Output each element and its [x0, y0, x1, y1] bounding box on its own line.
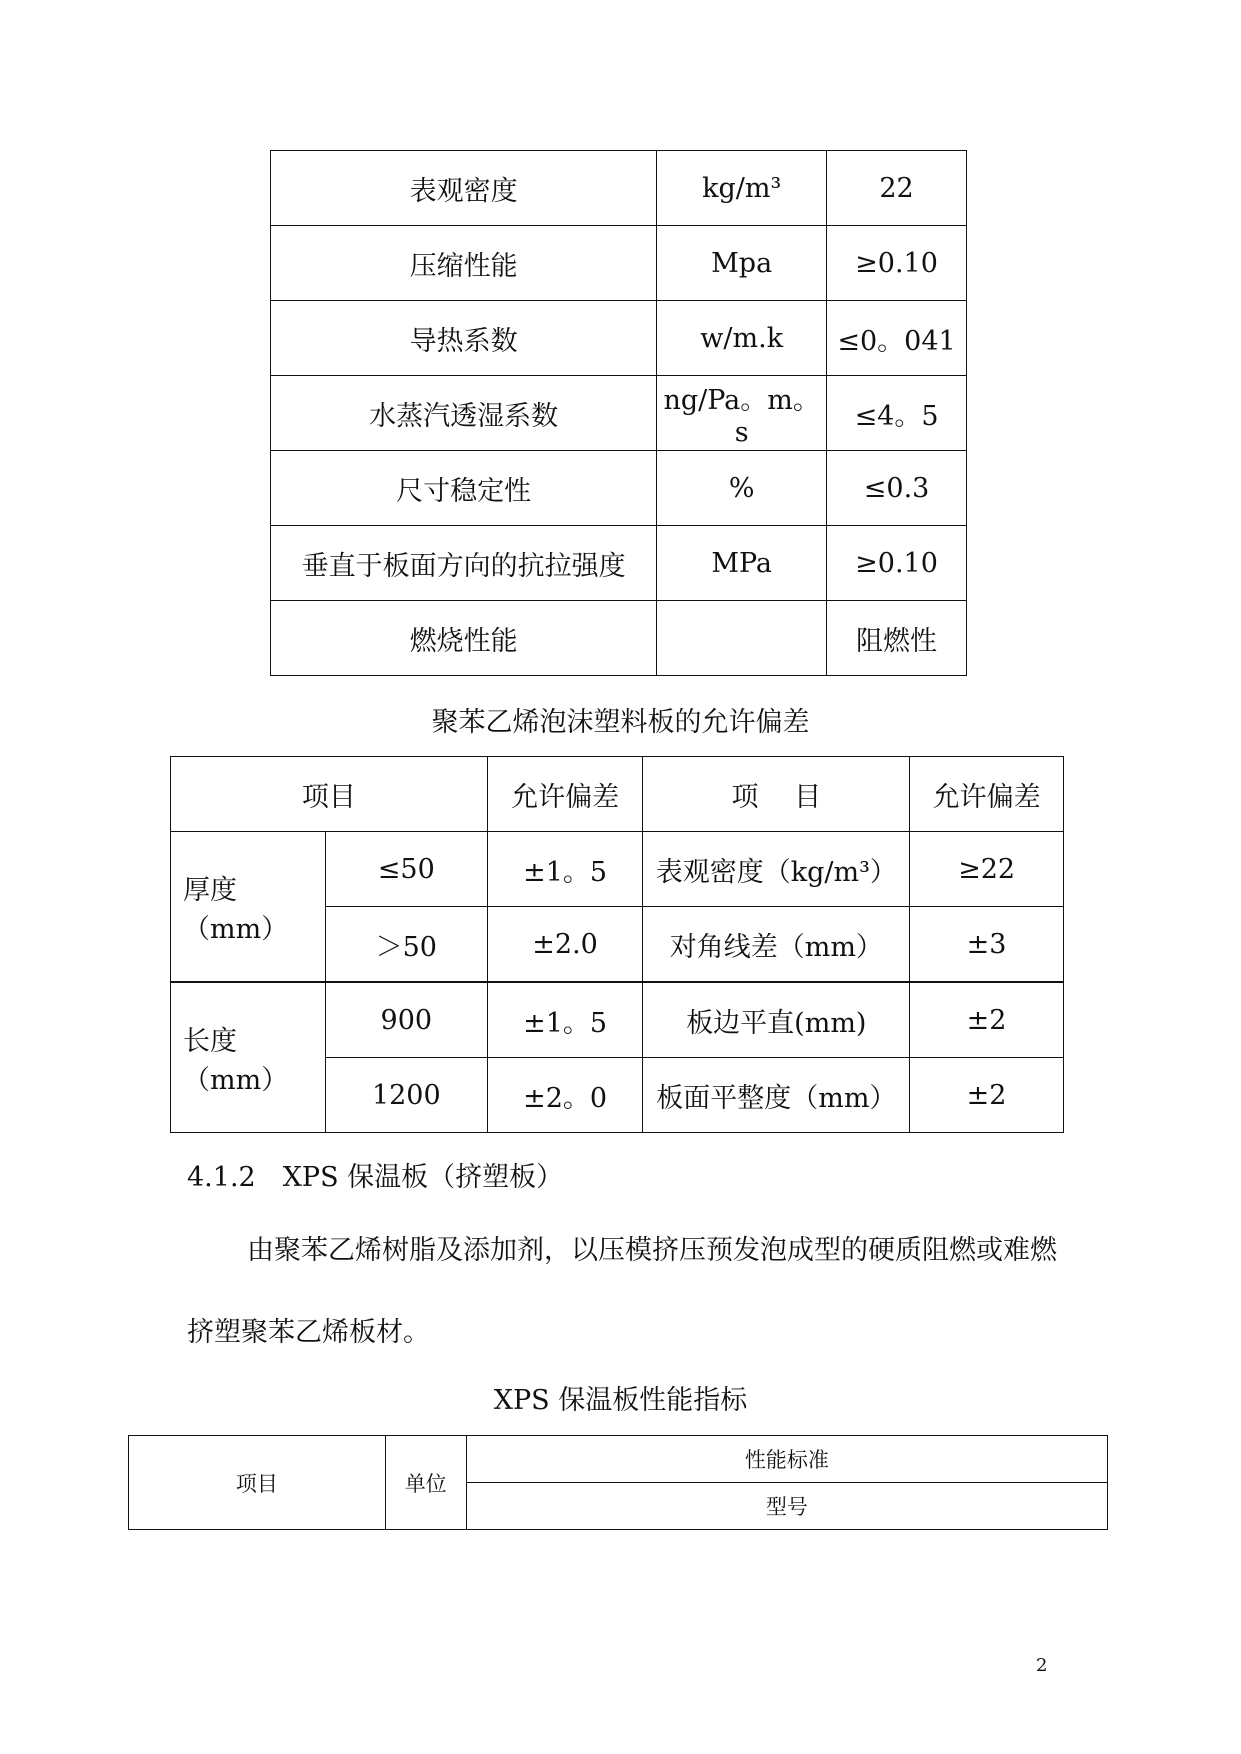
cell-item2: 表观密度（kg/m³）: [643, 832, 910, 907]
thickness-label: 厚度（mm）: [171, 832, 326, 983]
cell-tol2: ≥22: [910, 832, 1064, 907]
property-unit: [657, 601, 827, 676]
table-row: [271, 376, 967, 451]
property-value: ≤0。041: [827, 301, 967, 376]
cell-tol: ±2.0: [487, 907, 643, 983]
header-tolerance-2: 允许偏差: [910, 757, 1064, 832]
header-standard: 性能标准: [466, 1436, 1107, 1483]
table-row: [271, 226, 967, 301]
page-number: 2: [1036, 1655, 1048, 1676]
header-item: 项目: [129, 1436, 386, 1530]
header-model: 型号: [466, 1483, 1107, 1530]
header-item-2: 项 目: [643, 757, 910, 832]
cell-sub: ＞50: [325, 907, 487, 983]
property-unit: ng/Pa。m。s: [657, 376, 827, 451]
property-value: ≥0.10: [827, 526, 967, 601]
cell-tol2: ±3: [910, 907, 1064, 983]
property-value: 22: [827, 151, 967, 226]
header-item: 项目: [171, 757, 488, 832]
section-paragraph: 由聚苯乙烯树脂及添加剂，以压模挤压预发泡成型的硬质阻燃或难燃挤塑聚苯乙烯板材。: [187, 1235, 1057, 1348]
tolerance-table-caption: 聚苯乙烯泡沫塑料板的允许偏差: [431, 707, 810, 738]
property-name: 压缩性能: [271, 226, 657, 301]
property-name: 尺寸稳定性: [271, 451, 657, 526]
property-name: 水蒸汽透湿系数: [271, 376, 657, 451]
cell-tol: ±2。0: [487, 1058, 643, 1133]
xps-table-caption: XPS 保温板性能指标: [493, 1385, 748, 1416]
cell-tol: ±1。5: [487, 982, 643, 1058]
header-tolerance: 允许偏差: [487, 757, 643, 832]
property-name: 表观密度: [271, 151, 657, 226]
property-value: 阻燃性: [827, 601, 967, 676]
length-label: 长度（mm）: [171, 982, 326, 1133]
property-name: 导热系数: [271, 301, 657, 376]
cell-sub: ≤50: [325, 832, 487, 907]
property-unit: MPa: [657, 526, 827, 601]
cell-item2: 对角线差（mm）: [643, 907, 910, 983]
table-row: [271, 526, 967, 601]
section-heading: 4.1.2 XPS 保温板（挤塑板）: [187, 1162, 564, 1193]
cell-tol2: ±2: [910, 1058, 1064, 1133]
table-row: [271, 601, 967, 676]
property-value: ≤0.3: [827, 451, 967, 526]
property-unit: kg/m³: [657, 151, 827, 226]
tolerance-table: [170, 756, 1064, 1133]
property-unit: %: [657, 451, 827, 526]
table-row: [271, 151, 967, 226]
cell-tol2: ±2: [910, 982, 1064, 1058]
cell-sub: 1200: [325, 1058, 487, 1133]
property-name: 燃烧性能: [271, 601, 657, 676]
property-name: 垂直于板面方向的抗拉强度: [271, 526, 657, 601]
cell-sub: 900: [325, 982, 487, 1058]
property-value: ≤4。5: [827, 376, 967, 451]
property-value: ≥0.10: [827, 226, 967, 301]
xps-performance-table: [128, 1435, 1108, 1530]
property-unit: w/m.k: [657, 301, 827, 376]
table-row: [271, 451, 967, 526]
header-unit: 单位: [385, 1436, 466, 1530]
property-unit: Mpa: [657, 226, 827, 301]
table-row: [271, 301, 967, 376]
cell-item2: 板边平直(mm): [643, 982, 910, 1058]
properties-table: [270, 150, 967, 676]
cell-tol: ±1。5: [487, 832, 643, 907]
cell-item2: 板面平整度（mm）: [643, 1058, 910, 1133]
